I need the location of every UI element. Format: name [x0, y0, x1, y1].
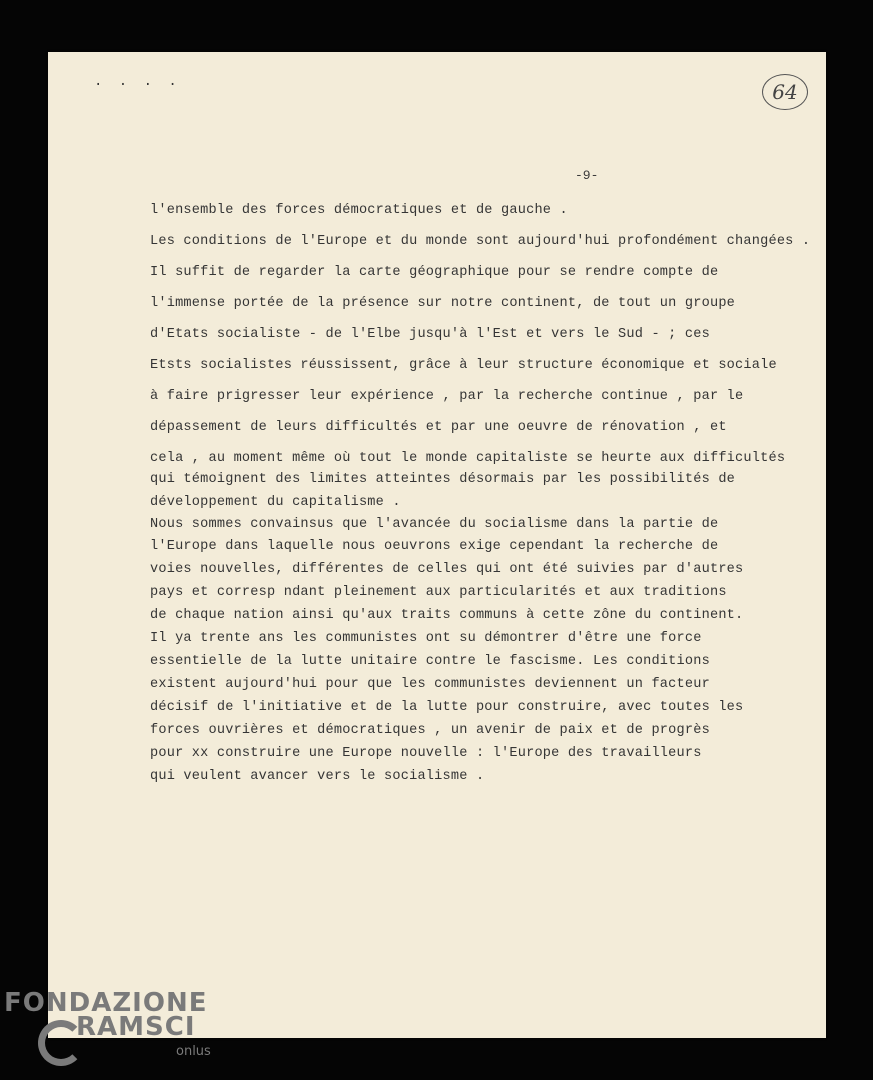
text-line: qui veulent avancer vers le socialisme . — [150, 769, 485, 784]
watermark-line-1: FONDAZIONE — [4, 988, 208, 1018]
text-line: dépassement de leurs difficultés et par une oeuvre de rénovation , et — [150, 420, 727, 435]
text-line: Nous sommes convainsus que l'avancée du socialisme dans la partie de — [150, 517, 719, 532]
text-line: l'ensemble des forces démocratiques et de gauche . — [150, 203, 568, 218]
text-line: existent aujourd'hui pour que les communistes deviennent un facteur — [150, 677, 710, 692]
text-line: Il suffit de regarder la carte géographique pour se rendre compte de — [150, 265, 719, 280]
text-line: de chaque nation ainsi qu'aux traits communs à cette zône du continent. — [150, 608, 744, 623]
page-number: -9- — [575, 168, 599, 183]
text-line: décisif de l'initiative et de la lutte pour construire, avec toutes les — [150, 700, 744, 715]
corner-marks: . . . . — [94, 74, 181, 90]
text-line: l'Europe dans laquelle nous oeuvrons exige cependant la recherche de — [150, 539, 719, 554]
folio-number: 64 — [762, 74, 808, 110]
text-line: cela , au moment même où tout le monde capitaliste se heurte aux difficultés — [150, 451, 786, 466]
text-line: Les conditions de l'Europe et du monde sont aujourd'hui profondément changées . — [150, 234, 811, 249]
text-line: Etsts socialistes réussissent, grâce à leur structure économique et sociale — [150, 358, 777, 373]
text-line: à faire prigresser leur expérience , par la recherche continue , par le — [150, 389, 744, 404]
text-line: pour xx construire une Europe nouvelle : l'Europe des travailleurs — [150, 746, 702, 761]
text-line: voies nouvelles, différentes de celles qui ont été suivies par d'autres — [150, 562, 744, 577]
text-line: d'Etats socialiste - de l'Elbe jusqu'à l'Est et vers le Sud - ; ces — [150, 327, 710, 342]
text-line: développement du capitalisme . — [150, 495, 401, 510]
text-line: l'immense portée de la présence sur notre continent, de tout un groupe — [150, 296, 736, 311]
document-page — [48, 52, 826, 1038]
text-line: forces ouvrières et démocratiques , un avenir de paix et de progrès — [150, 723, 710, 738]
watermark-line-3: onlus — [176, 1044, 211, 1059]
text-line: pays et corresp ndant pleinement aux particularités et aux traditions — [150, 585, 727, 600]
text-line: essentielle de la lutte unitaire contre le fascisme. Les conditions — [150, 654, 710, 669]
text-line: qui témoignent des limites atteintes désormais par les possibilités de — [150, 472, 736, 487]
watermark-line-2: RAMSCI — [76, 1012, 196, 1042]
text-line: Il ya trente ans les communistes ont su démontrer d'être une force — [150, 631, 702, 646]
